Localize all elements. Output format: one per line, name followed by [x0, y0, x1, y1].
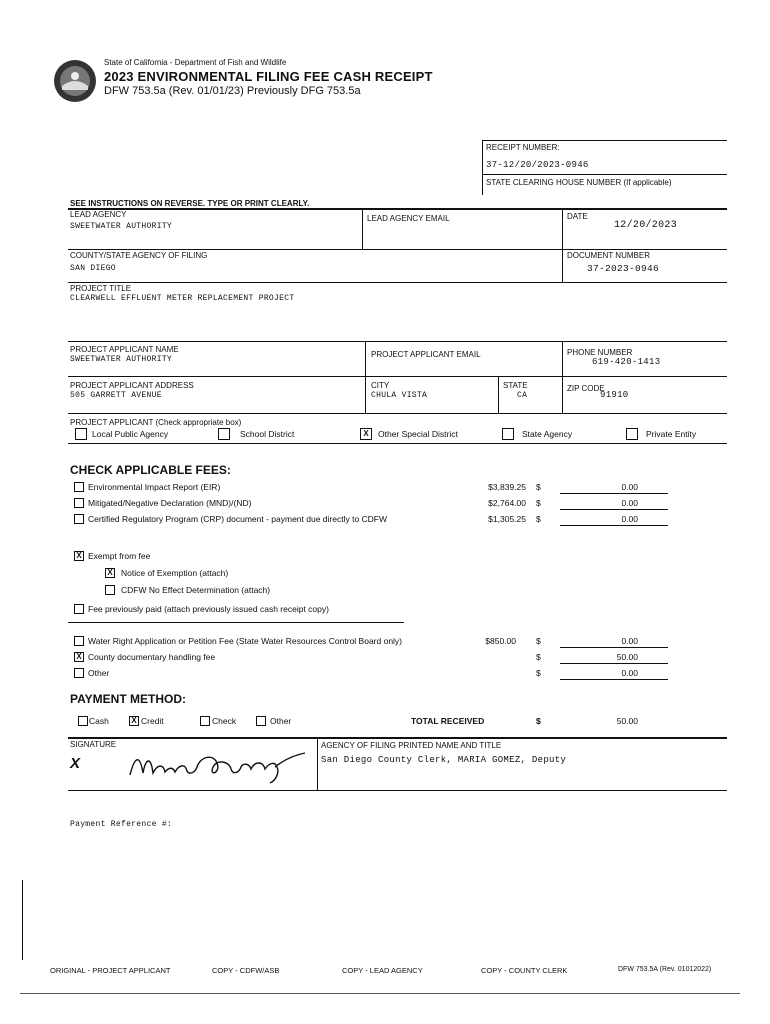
handwritten-signature: [125, 745, 310, 785]
fee-crp-rate: $1,305.25: [488, 514, 526, 524]
document-number-value[interactable]: 37-2023-0946: [587, 263, 660, 274]
fee-water-right-amount[interactable]: 0.00: [621, 636, 638, 646]
checkbox-fee-water-right[interactable]: [74, 636, 84, 646]
address-value[interactable]: 505 GARRETT AVENUE: [70, 391, 162, 400]
form-id: DFW 753.5a (Rev. 01/01/23) Previously DFG 753.5a: [104, 85, 361, 97]
fee-crp-currency: $: [536, 514, 541, 524]
applicant-email-label: PROJECT APPLICANT EMAIL: [371, 350, 481, 359]
checkbox-payment-check[interactable]: [200, 716, 210, 726]
total-received-label: TOTAL RECEIVED: [411, 716, 485, 726]
applicant-type-label: PROJECT APPLICANT (Check appropriate box): [70, 418, 242, 427]
phone-label: PHONE NUMBER: [567, 348, 633, 357]
fee-other-amount[interactable]: 0.00: [621, 668, 638, 678]
label-local-public-agency: Local Public Agency: [92, 429, 169, 439]
fee-mnd-currency: $: [536, 498, 541, 508]
checkbox-fee-county-handling[interactable]: X: [74, 652, 84, 662]
zip-label: ZIP CODE: [567, 384, 605, 393]
checkbox-fee-mnd[interactable]: [74, 498, 84, 508]
cdfw-no-effect-label: CDFW No Effect Determination (attach): [121, 585, 271, 595]
agency-printed-name-label: AGENCY OF FILING PRINTED NAME AND TITLE: [321, 741, 502, 750]
footer-copy-cdfw: COPY - CDFW/ASB: [212, 966, 280, 975]
label-state-agency: State Agency: [522, 429, 573, 439]
label-other-special-district: Other Special District: [378, 429, 458, 439]
checkbox-fee-eir[interactable]: [74, 482, 84, 492]
county-value[interactable]: SAN DIEGO: [70, 264, 116, 273]
agency-printed-name-value[interactable]: San Diego County Clerk, MARIA GOMEZ, Deputy: [321, 755, 567, 765]
checkbox-other-special-district[interactable]: X: [360, 428, 372, 440]
project-title-value[interactable]: CLEARWELL EFFLUENT METER REPLACEMENT PROJECT: [70, 294, 295, 303]
fee-eir-amount[interactable]: 0.00: [621, 482, 638, 492]
fee-eir-currency: $: [536, 482, 541, 492]
exempt-label: Exempt from fee: [88, 551, 151, 561]
checkbox-private-entity[interactable]: [626, 428, 638, 440]
fee-eir-rate: $3,839.25: [488, 482, 526, 492]
total-received-amount[interactable]: 50.00: [616, 716, 638, 726]
zip-value[interactable]: 91910: [600, 390, 629, 400]
checkbox-fee-previously-paid[interactable]: [74, 604, 84, 614]
receipt-number: 37-12/20/2023-0946: [486, 160, 589, 170]
fee-mnd-rate: $2,764.00: [488, 498, 526, 508]
address-label: PROJECT APPLICANT ADDRESS: [70, 381, 194, 390]
state-label: STATE: [503, 381, 528, 390]
fee-water-right-currency: $: [536, 636, 541, 646]
instructions: SEE INSTRUCTIONS ON REVERSE. TYPE OR PRINT CLEARLY.: [70, 199, 310, 208]
total-received-currency: $: [536, 716, 541, 726]
fee-county-handling-currency: $: [536, 652, 541, 662]
footer-form-revision: DFW 753.5A (Rev. 01012022): [618, 966, 712, 973]
lead-agency-label: LEAD AGENCY: [70, 210, 127, 219]
footer-copy-county-clerk: COPY - COUNTY CLERK: [481, 966, 568, 975]
fee-mnd-label: Mitigated/Negative Declaration (MND)/(ND): [88, 498, 252, 508]
signature-x-mark: X: [70, 755, 81, 772]
payment-check-label: Check: [212, 716, 237, 726]
notice-of-exemption-label: Notice of Exemption (attach): [121, 568, 229, 578]
footer-copy-lead-agency: COPY - LEAD AGENCY: [342, 966, 423, 975]
date-value[interactable]: 12/20/2023: [614, 220, 678, 231]
payment-method-heading: PAYMENT METHOD:: [70, 692, 187, 706]
fee-county-handling-label: County documentary handling fee: [88, 652, 216, 662]
form-title: 2023 ENVIRONMENTAL FILING FEE CASH RECEIPT: [104, 69, 433, 84]
payment-cash-label: Cash: [89, 716, 109, 726]
checkbox-payment-cash[interactable]: [78, 716, 88, 726]
payment-credit-label: Credit: [141, 716, 164, 726]
fee-county-handling-amount[interactable]: 50.00: [616, 652, 638, 662]
fee-eir-label: Environmental Impact Report (EIR): [88, 482, 221, 492]
fees-heading: CHECK APPLICABLE FEES:: [70, 463, 231, 477]
applicant-name-label: PROJECT APPLICANT NAME: [70, 345, 179, 354]
checkbox-exempt[interactable]: X: [74, 551, 84, 561]
fee-water-right-rate: $850.00: [485, 636, 516, 646]
checkbox-fee-crp[interactable]: [74, 514, 84, 524]
footer-original-applicant: ORIGINAL - PROJECT APPLICANT: [50, 966, 171, 975]
fee-mnd-amount[interactable]: 0.00: [621, 498, 638, 508]
label-school-district: School District: [240, 429, 295, 439]
checkbox-fee-other[interactable]: [74, 668, 84, 678]
cdfw-seal-logo: [52, 58, 98, 104]
checkbox-notice-of-exemption[interactable]: X: [105, 568, 115, 578]
clearing-house-label: STATE CLEARING HOUSE NUMBER (If applicable): [486, 178, 672, 187]
label-private-entity: Private Entity: [646, 429, 697, 439]
date-label: DATE: [567, 212, 588, 221]
city-label: CITY: [371, 381, 390, 390]
applicant-name-value[interactable]: SWEETWATER AUTHORITY: [70, 355, 173, 364]
fee-water-right-label: Water Right Application or Petition Fee (State Water Resources Control Board only): [88, 636, 403, 646]
checkbox-payment-credit[interactable]: X: [129, 716, 139, 726]
project-title-label: PROJECT TITLE: [70, 284, 132, 293]
checkbox-state-agency[interactable]: [502, 428, 514, 440]
checkbox-school-district[interactable]: [218, 428, 230, 440]
phone-value[interactable]: 619-420-1413: [592, 357, 661, 367]
state-value[interactable]: CA: [517, 391, 528, 400]
fee-other-currency: $: [536, 668, 541, 678]
lead-agency-email-label: LEAD AGENCY EMAIL: [367, 214, 450, 223]
fee-other-label: Other: [88, 668, 110, 678]
signature-label: SIGNATURE: [70, 740, 117, 749]
fee-crp-amount[interactable]: 0.00: [621, 514, 638, 524]
county-label: COUNTY/STATE AGENCY OF FILING: [70, 251, 208, 260]
header-agency: State of California - Department of Fish and Wildlife: [104, 58, 287, 67]
checkbox-cdfw-no-effect[interactable]: [105, 585, 115, 595]
payment-other-label: Other: [270, 716, 292, 726]
checkbox-payment-other[interactable]: [256, 716, 266, 726]
lead-agency-value[interactable]: SWEETWATER AUTHORITY: [70, 222, 173, 231]
fee-crp-label: Certified Regulatory Program (CRP) document - payment due directly to CDFW: [88, 514, 388, 524]
fee-previously-paid-label: Fee previously paid (attach previously issued cash receipt copy): [88, 604, 329, 614]
document-number-label: DOCUMENT NUMBER: [567, 251, 650, 260]
receipt-number-label: RECEIPT NUMBER:: [486, 143, 560, 152]
checkbox-local-public-agency[interactable]: [75, 428, 87, 440]
payment-reference: Payment Reference #:: [70, 820, 173, 829]
city-value[interactable]: CHULA VISTA: [371, 391, 428, 400]
